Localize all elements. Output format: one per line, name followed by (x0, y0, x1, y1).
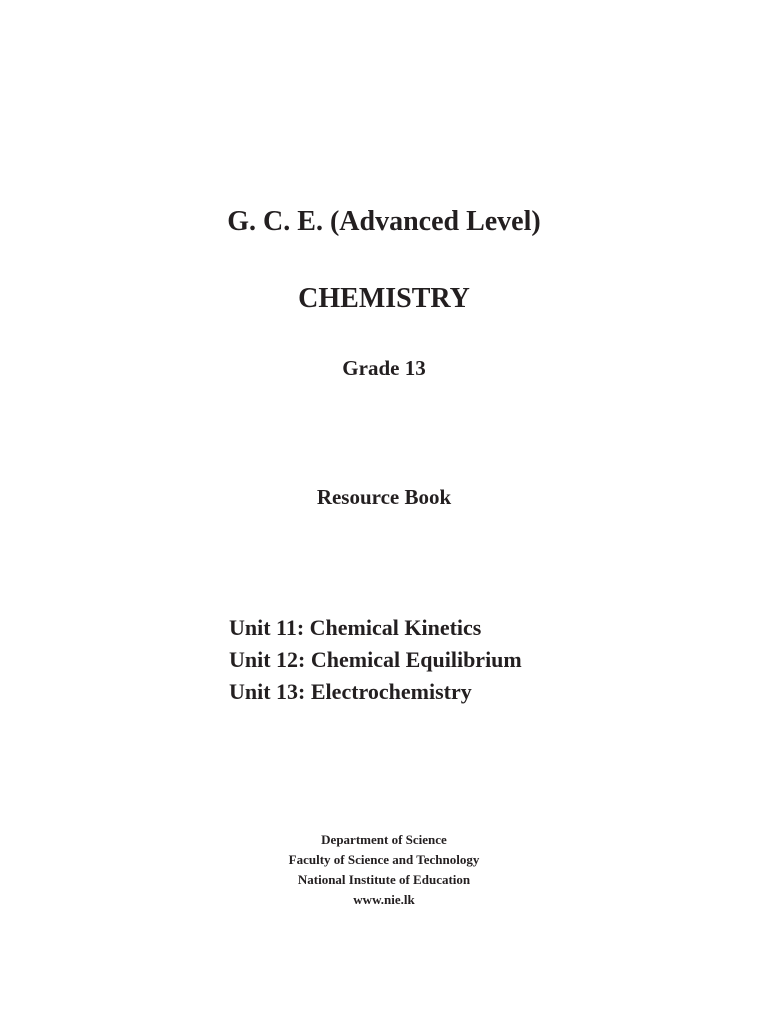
subject-title: CHEMISTRY (298, 283, 470, 314)
unit-item: Unit 12: Chemical Equilibrium (229, 647, 522, 672)
exam-title: G. C. E. (Advanced Level) (227, 206, 541, 237)
book-type-label: Resource Book (316, 485, 452, 509)
department-label: Department of Science (321, 832, 447, 847)
faculty-label: Faculty of Science and Technology (288, 852, 480, 867)
unit-list (229, 612, 522, 708)
grade-label: Grade 13 (342, 356, 426, 380)
publisher-block (0, 830, 768, 910)
unit-item: Unit 11: Chemical Kinetics (229, 615, 482, 640)
institute-label: National Institute of Education (297, 872, 471, 887)
website-label: www.nie.lk (353, 892, 415, 907)
unit-item: Unit 13: Electrochemistry (229, 679, 472, 704)
